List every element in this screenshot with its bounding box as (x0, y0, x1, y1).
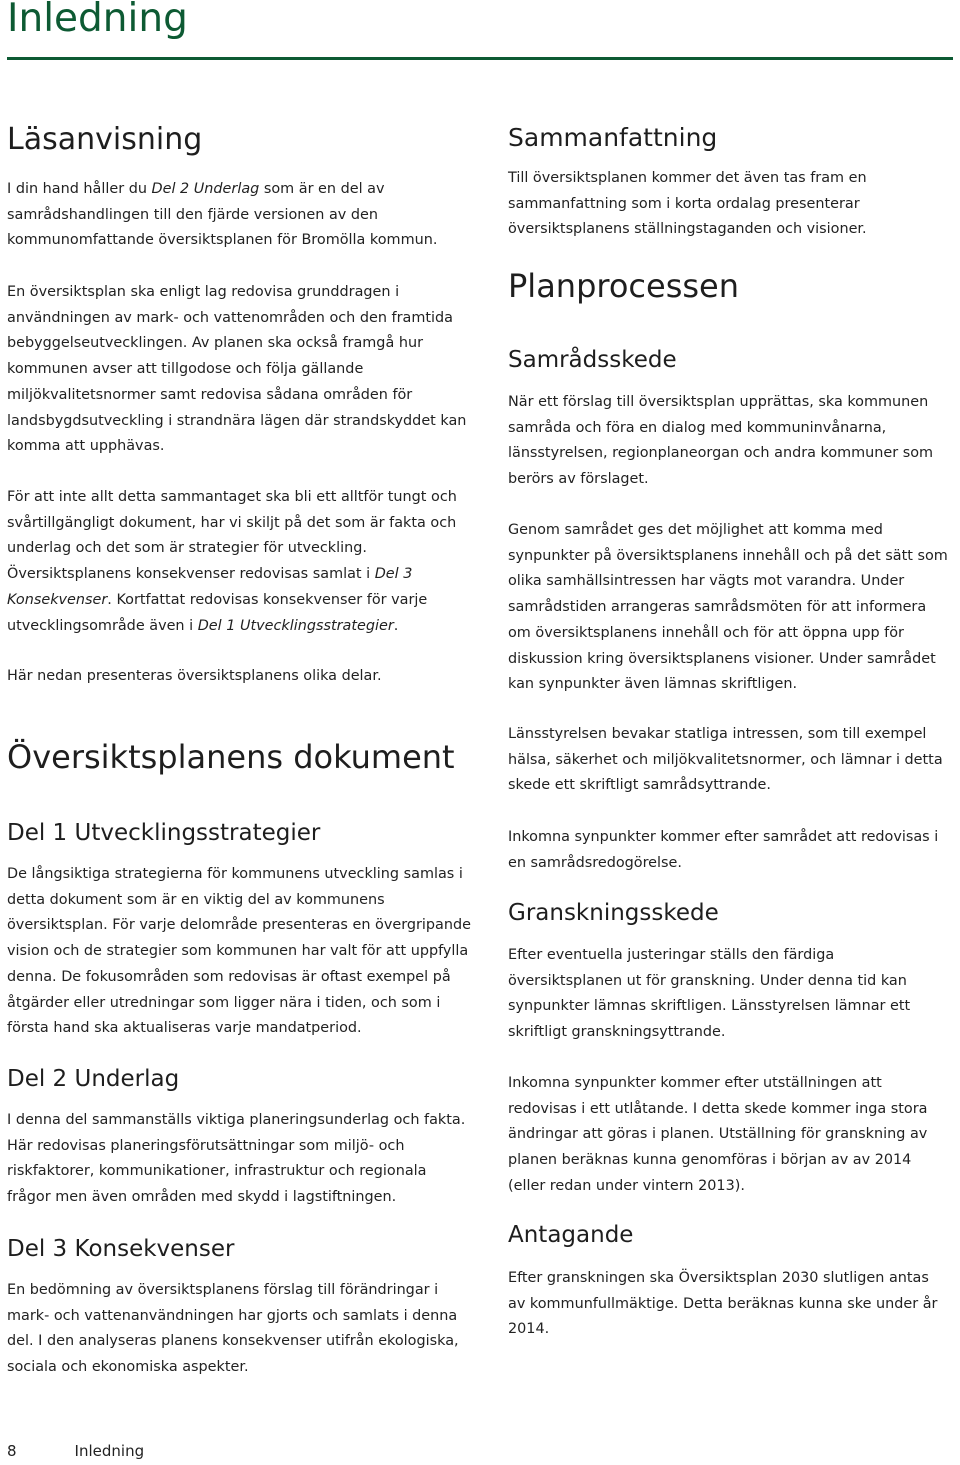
paragraph: Inkomna synpunkter kommer efter utställningen att redovisas i ett utlåtande. I detta skede kommer inga stora ändringar att göras i planen. Utställning för granskning av planen beräknas kunna genomföras i början av av 2014 (eller redan under vintern 2013). (508, 1075, 928, 1194)
paragraph (7, 485, 472, 639)
paragraph: Länsstyrelsen bevakar statliga intressen, som till exempel hälsa, säkerhet och miljökvalitetsnormer, och lämnar i detta skede ett skriftligt samrådsyttrande. (508, 726, 943, 794)
del1-section (7, 821, 472, 846)
gransk-p2 (508, 1071, 948, 1200)
text-run: För att inte allt detta sammantaget ska bli ett alltför tungt och svårtillgängligt dokument, har vi skiljt på det som är fakta och underlag och det som är strategier för utveckling. Översiktsplanens konsekvenser redovisas samlat i (7, 489, 457, 583)
page-footer (7, 1442, 144, 1460)
paragraph: Genom samrådet ges det möjlighet att komma med synpunkter på översiktsplanens innehåll och på det sätt som olika samhällsintressen har vägts mot varandra. Under samrådstiden arrangeras samrådsmöten för att informera om översiktsplanens innehåll och för att öppna upp för diskussion kring översiktsplanens visioner. Under samrådet kan synpunkter även lämnas skriftligen. (508, 522, 948, 693)
paragraph (7, 177, 472, 254)
text-run: . Kortfattat redovisas konsekvenser för varje utvecklingsområde även i (7, 591, 428, 634)
chapter-title: Inledning (7, 0, 188, 41)
paragraph: Efter granskningen ska Översiktsplan 2030 slutligen antas av kommunfullmäktige. Detta beräknas kunna ske under år 2014. (508, 1270, 938, 1338)
samrad-heading: Samrådsskede (508, 347, 677, 373)
summary-heading: Sammanfattning (508, 123, 718, 152)
footer-section-label: Inledning (74, 1442, 145, 1460)
text-run: I din hand håller du (7, 181, 152, 197)
samrad-p2 (508, 518, 948, 698)
del2-body (7, 1108, 472, 1211)
paragraph: En översiktsplan ska enligt lag redovisa grunddragen i användningen av mark- och vattenområden och den framtida bebyggelseutvecklingen. Av planen ska också framgå hur kommunen avser att tillgodose och följa gällande miljökvalitetsnormer samt redovisa sådana områden för landsbygdsutveckling i strandnära lägen där strandskyddet kan komma att upphävas. (7, 284, 467, 455)
del2-heading: Del 2 Underlag (7, 1066, 180, 1092)
samrad-p4 (508, 825, 948, 876)
del3-body (7, 1278, 472, 1381)
gransk-section (508, 901, 948, 926)
antag-section (508, 1223, 948, 1248)
gransk-p1 (508, 943, 948, 1046)
italic-reference: Del 1 Utvecklingsstrategier (197, 617, 394, 634)
italic-reference: Del 2 Underlag (151, 181, 260, 197)
process-heading: Planprocessen (508, 267, 740, 305)
text-run: . (393, 617, 399, 634)
reading-guide-p1 (7, 177, 472, 254)
del1-heading: Del 1 Utvecklingsstrategier (7, 820, 321, 846)
antag-p1 (508, 1266, 948, 1343)
samrad-p1 (508, 390, 948, 493)
documents-heading: Översiktsplanens dokument (7, 738, 455, 776)
paragraph: När ett förslag till översiktsplan upprättas, ska kommunen samråda och föra en dialog med kommuninvånarna, länsstyrelsen, regionplaneorgan och andra kommuner som berörs av förslaget. (508, 394, 934, 488)
del2-section (7, 1067, 472, 1092)
summary-section (508, 124, 948, 152)
reading-guide-p4 (7, 664, 472, 690)
documents-section (7, 740, 472, 775)
paragraph: En bedömning av översiktsplanens förslag till förändringar i mark- och vattenanvändningen har gjorts och samlats i denna del. I den analyseras planens konsekvenser utifrån ekologiska, sociala och ekonomiska aspekter. (7, 1282, 459, 1376)
del3-section (7, 1237, 472, 1262)
paragraph: Till översiktsplanen kommer det även tas fram en sammanfattning som i korta ordalag presenterar översiktsplanens ställningstaganden och visioner. (508, 170, 867, 238)
reading-guide-p2 (7, 280, 472, 460)
samrad-section (508, 348, 948, 373)
reading-guide-heading: Läsanvisning (7, 122, 203, 157)
paragraph: Efter eventuella justeringar ställs den färdiga översiktsplanen ut för granskning. Under denna tid kan synpunkter lämnas skriftligen. Länsstyrelsen lämnar ett skriftligt granskningsyttrande. (508, 947, 911, 1041)
antag-heading: Antagande (508, 1222, 634, 1248)
paragraph: I denna del sammanställs viktiga planeringsunderlag och fakta. Här redovisas planeringsförutsättningar som miljö- och riskfaktorer, kommunikationer, infrastruktur och regionala frågor men även områden med skydd i lagstiftningen. (7, 1112, 466, 1206)
gransk-heading: Granskningsskede (508, 900, 719, 926)
chapter-title-rule (7, 57, 953, 60)
reading-guide-p3 (7, 485, 472, 639)
samrad-p3 (508, 722, 948, 799)
italic-reference: Del 3 Konsekvenser (7, 566, 413, 608)
text-run: som är en del av samrådshandlingen till den fjärde versionen av den kommunomfattande översiktsplanen för Bromölla kommun. (7, 181, 438, 249)
paragraph: De långsiktiga strategierna för kommunens utveckling samlas i detta dokument som är en viktig del av kommunens översiktsplan. För varje delområde presenteras en övergripande vision och de strategier som kommunen har valt för att uppfylla denna. De fokusområden som redovisas är oftast exempel på åtgärder eller utredningar som ligger nära i tiden, och som i första hand ska aktualiseras varje mandatperiod. (7, 866, 471, 1037)
paragraph: Här nedan presenteras översiktsplanens olika delar. (7, 668, 382, 684)
paragraph: Inkomna synpunkter kommer efter samrådet att redovisas i en samrådsredogörelse. (508, 829, 939, 871)
process-section (508, 269, 948, 304)
page-number: 8 (7, 1442, 17, 1460)
del1-body (7, 862, 472, 1042)
del3-heading: Del 3 Konsekvenser (7, 1236, 235, 1262)
summary-body (508, 166, 948, 243)
reading-guide-section (7, 123, 472, 156)
